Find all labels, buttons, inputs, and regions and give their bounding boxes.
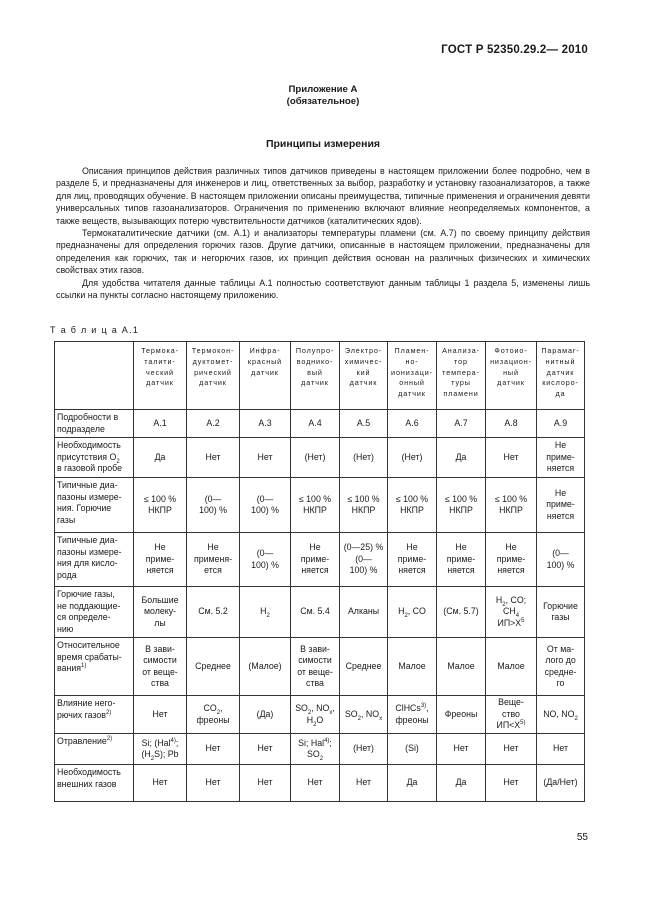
table-cell: Нет (340, 765, 388, 802)
table-cell: Не приме- няется (537, 438, 585, 478)
table-row (55, 734, 585, 765)
table-cell: См. 5.2 (187, 587, 240, 638)
table-cell: В зави- симости от веще- ства (291, 638, 340, 696)
table-cell: Нет (240, 734, 291, 765)
table-cell: (Нет) (340, 438, 388, 478)
table-cell: Нет (437, 734, 486, 765)
table-cell: См. 5.4 (291, 587, 340, 638)
table-header-row (55, 342, 585, 410)
annex-status: (обязательное) (286, 96, 360, 107)
header-cell: Термока- талити- ческий датчик (134, 342, 187, 410)
table-cell: Большие молеку- лы (134, 587, 187, 638)
table-cell: NO, $NO_2$ (537, 696, 585, 734)
row-label: Относительное время срабаты- вания$^{1)}$ (55, 638, 134, 696)
row-label: Подробности в подразделе (55, 410, 134, 438)
standard-number: ГОСТ Р 52350.29.2— 2010 (441, 44, 588, 56)
table-cell: Нет (240, 765, 291, 802)
table-cell: (См. 5.7) (437, 587, 486, 638)
table-cell: (0— 100) % (537, 533, 585, 587)
table-cell: (0— 100) % (240, 533, 291, 587)
table-cell: Не приме- няется (486, 533, 537, 587)
row-label: Горючие газы, не поддающие- ся определе- нию (55, 587, 134, 638)
row-label: Необходимость присутствия $O_2$ в газовой пробе (55, 438, 134, 478)
table-cell: Малое (486, 638, 537, 696)
table-cell: Да (134, 438, 187, 478)
table-cell: (0— 100) % (187, 478, 240, 533)
table-cell: $SO_2$, $NO_x$ (340, 696, 388, 734)
table-cell: ≤ 100 % НКПР (291, 478, 340, 533)
table-cell: Не приме- няется (291, 533, 340, 587)
table-cell: (Да) (240, 696, 291, 734)
table-row (55, 587, 585, 638)
table-cell: Не приме- няется (134, 533, 187, 587)
header-cell: Термокон- дуктомет- рический датчик (187, 342, 240, 410)
table-cell: ≤ 100 % НКПР (340, 478, 388, 533)
table-cell: От ма- лого до средне- го (537, 638, 585, 696)
header-cell: Анализа- тор темпера- туры пламени (437, 342, 486, 410)
table-row (55, 765, 585, 802)
table-cell: Малое (437, 638, 486, 696)
paragraph: Термокаталитические датчики (см. А.1) и анализаторы температуры пламени (см. А.7) по своему принципу действия предназначены для определения горючих газов. Другие датчики, описанные в настоящем приложении, предназначены для определения как горючих, так и негорючих газов, их принцип действия основан на различных физических и химических свойствах этих газов. (56, 228, 590, 276)
table-cell: А.1 (134, 410, 187, 438)
table-cell: Да (437, 765, 486, 802)
table-cell: Да (388, 765, 437, 802)
row-label: Типичные диа- пазоны измере- ния для кисло- рода (55, 533, 134, 587)
row-label: Отравление$^{2)}$ (55, 734, 134, 765)
table-cell: Горючие газы (537, 587, 585, 638)
table-cell: Нет (187, 765, 240, 802)
table-cell: А.5 (340, 410, 388, 438)
header-cell: Электро- химичес- кий датчик (340, 342, 388, 410)
header-cell: Пламен- но- ионизаци- онный датчик (388, 342, 437, 410)
table-cell: (Да/Нет) (537, 765, 585, 802)
paragraph: Для удобства читателя данные таблицы А.1 полностью соответствуют данным таблицы 1 раздела 5, изменены лишь ссылки на пункты согласно настоящему приложению. (56, 277, 590, 301)
table-cell: ≤ 100 % НКПР (388, 478, 437, 533)
paragraph: Описания принципов действия различных типов датчиков приведены в настоящем приложении более подробно, чем в разделе 5, и предназначены для инженеров и лиц, ответственных за выбор, разработку и установку газоанализаторов, а также для лиц, проводящих обучение. В настоящем приложении описаны преимущества, типичные применения и ограничения девяти универсальных типов газоанализаторов. Ограничения по применению включают влияние неопределяемых компонентов, а также веществ, вызывающих потерю чувствительности датчиков (каталитических ядов). (56, 166, 590, 226)
table-cell: (0—25) % (0— 100) % (340, 533, 388, 587)
table-cell: Нет (486, 438, 537, 478)
table-cell: Алканы (340, 587, 388, 638)
section-title: Принципы измерения (265, 138, 381, 150)
table-cell: Малое (388, 638, 437, 696)
table-cell: $SO_2$, $NO_x$, $H_2O$ (291, 696, 340, 734)
table-cell: Нет (187, 438, 240, 478)
table-cell: (Нет) (340, 734, 388, 765)
header-cell: Парамаг- нитный датчик кислоро- да (537, 342, 585, 410)
table-cell: Нет (134, 765, 187, 802)
table-cell: $H_2$, CO (388, 587, 437, 638)
table-cell: Нет (187, 734, 240, 765)
table-cell: (Малое) (240, 638, 291, 696)
table-cell: $H_2$ (240, 587, 291, 638)
table-cell: Нет (240, 438, 291, 478)
table-cell: Среднее (340, 638, 388, 696)
annex-title: Приложение А (288, 84, 358, 95)
table-cell: А.3 (240, 410, 291, 438)
table-row (55, 438, 585, 478)
table-cell: А.2 (187, 410, 240, 438)
table-cell: А.4 (291, 410, 340, 438)
annex-heading (0, 84, 646, 108)
row-label: Влияние него- рючих газов$^{2)}$ (55, 696, 134, 734)
header-corner-cell (55, 342, 134, 410)
table-cell: Фреоны (437, 696, 486, 734)
page-number: 55 (576, 832, 588, 843)
table-cell: ≤ 100 % НКПР (437, 478, 486, 533)
table-row (55, 410, 585, 438)
table-cell: (Si) (388, 734, 437, 765)
table-cell: $CO_2$, фреоны (187, 696, 240, 734)
table-cell: А.9 (537, 410, 585, 438)
table-cell: Si; Hal$^{4)}$; $SO_2$ (291, 734, 340, 765)
table-cell: (Нет) (388, 438, 437, 478)
table-row (55, 696, 585, 734)
table-cell: Нет (537, 734, 585, 765)
row-label: Типичные диа- пазоны измере- ния. Горючие газы (55, 478, 134, 533)
table-cell: Среднее (187, 638, 240, 696)
table-cell: А.8 (486, 410, 537, 438)
table-row (55, 533, 585, 587)
table-cell: ≤ 100 % НКПР (486, 478, 537, 533)
table-row (55, 478, 585, 533)
table-cell: Не приме- няется (437, 533, 486, 587)
row-label: Необходимость внешних газов (55, 765, 134, 802)
header-cell: Инфра- красный датчик (240, 342, 291, 410)
table-cell: Не приме- няется (388, 533, 437, 587)
table-cell: Нет (486, 734, 537, 765)
table-row (55, 638, 585, 696)
table-cell: Нет (291, 765, 340, 802)
table-cell: А.7 (437, 410, 486, 438)
table-cell: В зави- симости от веще- ства (134, 638, 187, 696)
sensor-comparison-table (54, 341, 585, 802)
table-cell: Да (437, 438, 486, 478)
table-cell: Нет (486, 765, 537, 802)
table-cell: $H_2$, CO; $CH_4$ $ИП>X^5$ (486, 587, 537, 638)
table-cell: А.6 (388, 410, 437, 438)
table-caption: Т а б л и ц а А.1 (50, 325, 140, 335)
header-cell: Полупро- воднико- вый датчик (291, 342, 340, 410)
table-cell: (Нет) (291, 438, 340, 478)
table-cell: Веще- ство $ИП<X^{5)}$ (486, 696, 537, 734)
table-cell: ClHCs$^{3)}$, фреоны (388, 696, 437, 734)
table-cell: (0— 100) % (240, 478, 291, 533)
body-text (56, 165, 590, 301)
table-cell: Si; (Hal$^{4)}$; $(H_2S)$; Pb (134, 734, 187, 765)
table-cell: Нет (134, 696, 187, 734)
header-cell: Фотоио- низацион- ный датчик (486, 342, 537, 410)
table-cell: ≤ 100 % НКПР (134, 478, 187, 533)
table-cell: Не применя- ется (187, 533, 240, 587)
table-cell: Не приме- няется (537, 478, 585, 533)
